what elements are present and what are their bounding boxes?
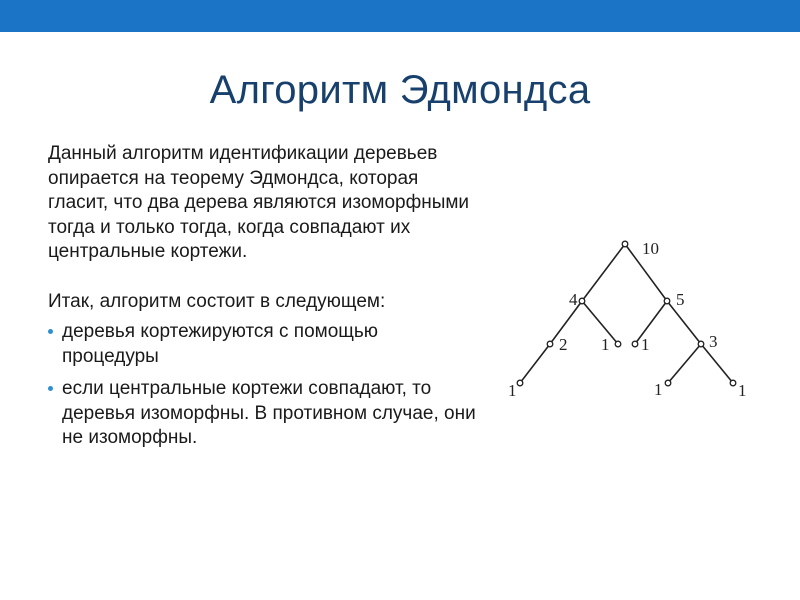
paragraph-intro: Данный алгоритм идентификации деревьев опирается на теорему Эдмондса, которая гласит, что два дерева являются изоморфными тогда и только тогда, когда совпадают их центральные кортежи. bbox=[48, 143, 470, 262]
tree-node bbox=[665, 380, 671, 386]
tree-label: 2 bbox=[559, 335, 568, 354]
tree-node bbox=[517, 380, 523, 386]
tree-label: 1 bbox=[654, 380, 663, 399]
tree-node bbox=[615, 341, 621, 347]
tree-node bbox=[632, 341, 638, 347]
bullet-dot-icon bbox=[48, 329, 53, 334]
tree-edge bbox=[668, 344, 701, 383]
tree-label: 5 bbox=[676, 290, 685, 309]
tree-label: 1 bbox=[508, 381, 517, 400]
tree-edge bbox=[582, 244, 625, 301]
bullet-list bbox=[48, 320, 478, 451]
tree-node bbox=[698, 341, 704, 347]
tree-label: 1 bbox=[601, 335, 610, 354]
slide-body bbox=[48, 142, 478, 459]
tree-label: 1 bbox=[641, 335, 650, 354]
tree-label: 4 bbox=[569, 290, 578, 309]
tree-edge bbox=[520, 344, 550, 383]
bullet-dot-icon bbox=[48, 386, 53, 391]
top-bar bbox=[0, 0, 800, 32]
tree-node bbox=[622, 241, 628, 247]
slide-title: Алгоритм Эдмондса bbox=[209, 68, 591, 112]
tree-node bbox=[579, 298, 585, 304]
tree-edge bbox=[582, 301, 618, 344]
bullet-text: если центральные кортежи совпадают, то деревья изоморфны. В противном случае, они не изоморфны. bbox=[62, 378, 476, 448]
tree-node bbox=[547, 341, 553, 347]
bullet-text: деревья кортежируются с помощью процедуры bbox=[62, 321, 379, 367]
tree-node bbox=[664, 298, 670, 304]
tree-label: 10 bbox=[642, 239, 659, 258]
tree-label: 1 bbox=[738, 381, 747, 400]
bullet-item bbox=[48, 320, 478, 369]
tree-label: 3 bbox=[709, 332, 718, 351]
tree-node bbox=[730, 380, 736, 386]
tree-edge bbox=[635, 301, 667, 344]
paragraph-algorithm: Итак, алгоритм состоит в следующем: bbox=[48, 290, 386, 312]
tree-diagram bbox=[500, 230, 760, 410]
bullet-item bbox=[48, 377, 478, 451]
